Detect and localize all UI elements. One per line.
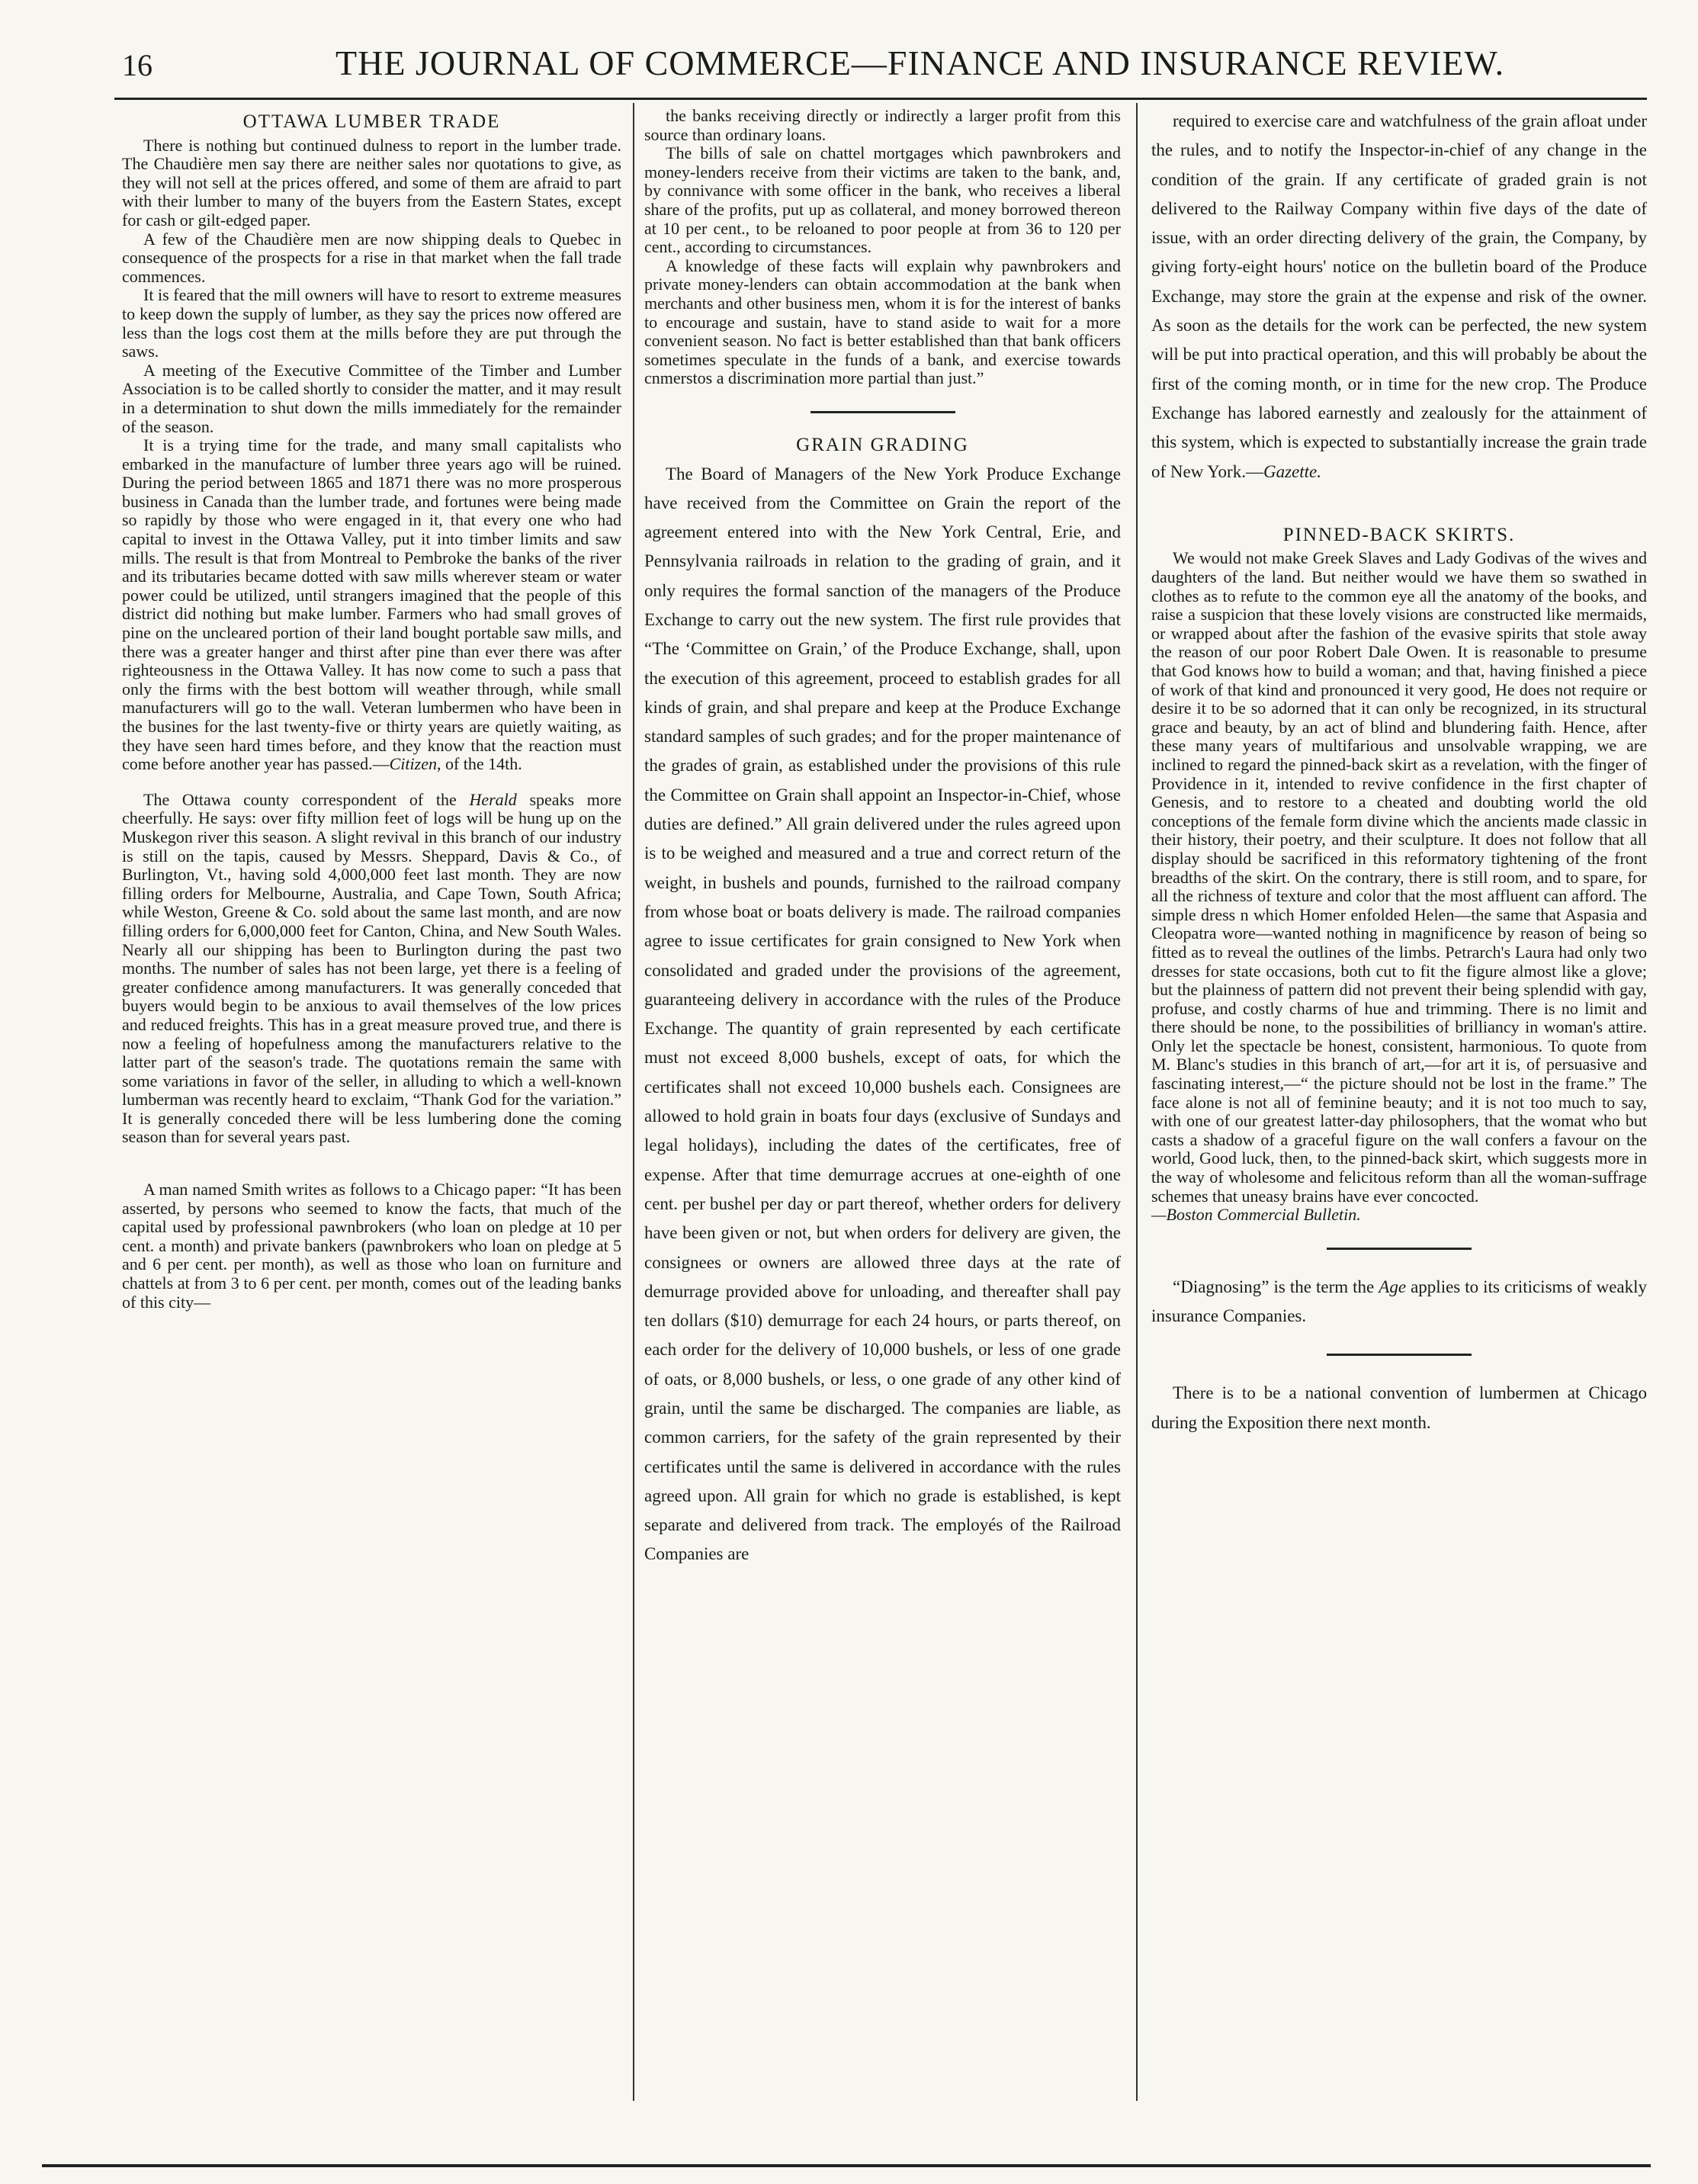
article-heading-ottawa-lumber: OTTAWA LUMBER TRADE: [242, 111, 501, 132]
paragraph: There is to be a national convention of lumbermen at Chicago during the Exposition there next month.: [1151, 1383, 1647, 1432]
paragraph: [122, 791, 621, 1147]
paragraph-text: required to exercise care and watchfulness of the grain afloat under the rules, and to notify the Inspector-in-chief of any change in the condition of the grain. If any certificate of graded grain is not delivered to the Railway Company within five days of the date of issue, with an order directing delivery of the grain, the Company, by giving forty-eight hours' notice on the bulletin board of the Produce Exchange, may store the grain at the expense and risk of the owner. As soon as the details for the work can be perfected, the new system will be put into practical operation, and this will probably be about the first of the coming month, or in time for the new crop. The Produce Exchange has labored earnestly and zealously for the attainment of this system, which is expected to substantially increase the grain trade of New York.—: [1151, 111, 1647, 481]
article-heading-pinned-back-skirts: PINNED-BACK SKIRTS.: [1282, 524, 1516, 545]
section-rule: [1327, 1248, 1472, 1250]
paragraph: A few of the Chaudière men are now shipping deals to Quebec in consequence of the prospects for a rise in that market when the fall trade commences.: [122, 229, 621, 286]
page-number: 16: [122, 48, 152, 82]
source-citation: Gazette.: [1263, 461, 1321, 481]
publication-name: Age: [1379, 1277, 1407, 1296]
paragraph-text: applies to its criticisms of weakly insurance Companies.: [1151, 1277, 1647, 1326]
paragraph: It is feared that the mill owners will have to resort to extreme measures to keep down the supply of lumber, as they say the prices now offered are less than the logs cost them at the mills before they are put through the saws.: [122, 285, 621, 361]
column-divider: [633, 103, 634, 2101]
paragraph: The Board of Managers of the New York Produce Exchange have received from the Committee on Grain the report of the agreement entered into with the New York Central, Erie, and Pennsylvania railroads in relation to the grading of grain, and it only requires the formal sanction of the managers of the Produce Exchange to carry out the new system. The first rule provides that “The ‘Committee on Grain,’ of the Produce Exchange, shall, upon the execution of this agreement, proceed to establish grades for all kinds of grain, and shal prepare and keep at the Produce Exchange standard samples of such grades; and for the proper maintenance of the grades of grain, as established under the provisions of this rule the Committee on Grain shall appoint an Inspector-in-Chief, whose duties are defined.” All grain delivered under the rules agreed upon is to be weighed and measured and a true and correct return of the weight, in bushels and pounds, furnished to the railroad company from whose boat or boats delivery is made. The railroad companies agree to issue certificates for grain consigned to New York when consolidated and graded under the provisions of the agreement, guaranteeing delivery in accordance with the rules of the Produce Exchange. The quantity of grain represented by each certificate must not exceed 8,000 bushels, except of oats, for which the certificates shall not exceed 10,000 bushels each. Consignees are allowed to hold grain in boats four days (exclusive of Sundays and legal holidays), including the dates of the certificates, free of expense. After that time demurrage accrues at one-eighth of one cent. per bushel per day or part thereof, whether orders for delivery have been given or not, but when orders for delivery are given, the consignees or owners are allowed three days at the rate of demurrage provided above for unloading, and thereafter shall pay ten dollars ($10) demurrage for each 24 hours, or parts thereof, on each order for the delivery of 10,000 bushels, or less of one grade of oats, or 8,000 bushels, or less, o one grade of any other kind of grain, until the same be discharged. The companies are liable, as common carriers, for the safety of the grain represented by their certificates until the same is delivered in accordance with the rules agreed upon. All grain for which no grade is established, is kept separate and delivered from track. The employés of the Railroad Companies are: [644, 464, 1121, 1564]
paragraph: [1151, 549, 1647, 1224]
column-2: [644, 107, 1121, 2059]
paragraph-text: We would not make Greek Slaves and Lady Godivas of the wives and daughters of the land. But neither would we have them so swathed in clothes as to refute to the common eye all the anatomy of the books, and raise a suspicion that these lovely visions are constructed like mermaids, or wrapped about after the fashion of the evasive spirits that stole away the reason of our poor Robert Dale Owen. It is reasonable to presume that God knows how to build a woman; and that, having finished a piece of work of that kind and pronounced it very good, He does not require or desire it to be so adorned that it can only be recognized, in its structural grace and beauty, by an act of blind and blundering faith. Hence, after these many years of multifarious and unsolvable wrapping, we are inclined to regard the pinned-back skirt as a revelation, with the finger of Providence in it, intended to revive confidence in the first chapter of Genesis, and to restore to a cheated and doubting world the old conceptions of the female form divine which the ancients made classic in their history, their poetry, and their sculpture. It does not follow that all display should be sacrificed in this reformatory tightening of the front breadths of the skirt. On the contrary, there is still room, and to spare, for all the richness of texture and color that the most affluent can afford. The simple dress n which Homer enfolded Helen—the same that Aspasia and Cleopatra wore—wanted nothing in magnificence by reason of being so fitted as to reveal the outlines of the limbs. Petrarch's Laura had only two dresses for state occasions, both cut to fit the figure almost like a glove; but the plainness of pattern did not prevent their being splendid with gay, profuse, and costly charms of hue and trimming. There is no limit and there should be none, to the possibilities of brilliancy in woman's attire. Only let the spectacle be honest, consistent, harmonious. To quote from M. Blanc's studies in this branch of art,—for art it is, of persuasive and fascinating interest,—“ the picture should not be lost in the frame.” The face alone is not all of feminine beauty; and it is not too much to say, with one of our greatest latter-day philosophers, that the womat who but casts a shadow of a graceful figure on the wall confers a favour on the world, Good luck, then, to the pinned-back skirt, which suggests more in the way of wholesome and felicitous reform than all the woman-suffrage schemes that uneasy brains have ever concocted.: [1151, 548, 1647, 1206]
paragraph: The bills of sale on chattel mortgages which pawnbrokers and money-lenders receive from their victims are taken to the bank, and, by connivance with some officer in the bank, who receives a liberal share of the profits, put up as collateral, and money borrowed thereon at 10 per cent., to be reloaned to poor people at from 36 to 120 per cent., according to circumstances.: [644, 143, 1121, 257]
paragraph: A man named Smith writes as follows to a Chicago paper: “It has been asserted, by persons who seemed to know the facts, that much of the capital used by professional pawnbrokers (who loan on pledge at 10 per cent. a month) and private bankers (pawnbrokers who loan on pledge at 5 and 6 per cent. per month), as well as those who loan on furniture and chattels at from 3 to 6 per cent. per month, comes out of the leading banks of this city—: [122, 1180, 621, 1312]
article-heading-grain-grading: GRAIN GRADING: [796, 434, 969, 455]
paragraph: A meeting of the Executive Committee of the Timber and Lumber Association is to be called shortly to consider the matter, and it may result in a determination to shut down the mills immediately for the remainder of the season.: [122, 360, 621, 436]
source-citation: Herald: [469, 789, 517, 809]
paragraph: [122, 436, 621, 774]
masthead: THE JOURNAL OF COMMERCE—FINANCE AND INSURANCE REVIEW.: [335, 43, 1505, 82]
paragraph: [1151, 1273, 1647, 1331]
header-rule: [114, 98, 1647, 100]
paragraph: the banks receiving directly or indirectly a larger profit from this source than ordinary loans.: [644, 107, 1121, 144]
paragraph: [1151, 107, 1647, 487]
paragraph: There is nothing but continued dulness to report in the lumber trade. The Chaudière men say there are neither sales nor quotations to give, as they will not sell at the prices offered, and some of them are afraid to part with their lumber to many of the buyers from the Eastern States, except for cash or gilt-edged paper.: [122, 135, 621, 230]
column-3: [1151, 107, 1647, 2059]
paragraph-text: , of the 14th.: [436, 754, 522, 774]
paragraph-text: “Diagnosing” is the term the: [1173, 1277, 1379, 1296]
column-1: [122, 107, 621, 2089]
source-citation: —Boston Commercial Bulletin.: [1151, 1205, 1361, 1225]
footer-rule: [42, 2164, 1651, 2167]
paragraph-text: The Ottawa county correspondent of the: [143, 789, 470, 809]
source-citation: Citizen: [389, 754, 437, 774]
paragraph-text: It is a trying time for the trade, and many small capitalists who embarked in the manufacture of lumber three years ago will be ruined. During the period between 1865 and 1871 there was no more prosperous business in Canada than the lumber trade, and fortunes were being made so rapidly by those who were engaged in it, that every one who had capital to invest in the Ottawa Valley, put it into timber limits and saw mills. The result is that from Montreal to Pembroke the banks of the river and its tributaries became dotted with saw mills wherever steam or water power could be utilized, until strangers imagined that the people of this district did nothing but make lumber. Farmers who had small groves of pine on the uncleared portion of their land bought portable saw mills, and there was a greater hanger and thirst after pine than ever there was after righteousness in the Ottawa Valley. It has now come to such a pass that only the firms with the best bottom will weather through, while small manufacturers will go to the wall. Veteran lumbermen who have been in the busines for the last twenty-five or thirty years are quietly waiting, as they have seen hard times before, and they know that the reaction must come before another year has passed.—: [122, 435, 621, 774]
section-rule: [810, 411, 955, 413]
section-rule: [1327, 1354, 1472, 1356]
paragraph-text: speaks more cheerfully. He says: over fifty million feet of logs will be hung up on the Muskegon river this season. A slight revival in this branch of our industry is still on the tapis, caused by Messrs. Sheppard, Davis & Co., of Burlington, Vt., having sold 4,000,000 feet last month. They are now filling orders for Melbourne, Australia, and Cape Town, South Africa; while Weston, Greene & Co. sold about the same last month, and are now filling orders for 6,000,000 feet for Canton, China, and New South Wales. Nearly all our shipping has been to Burlington during the past two months. The number of sales has not been large, yet there is a feeling of greater confidence among manufacturers. It was generally conceded that buyers would begin to be anxious to avail themselves of the low prices and reduced freights. This has in a great measure proved true, and there is now a feeling of hopefulness among the manufacturers relative to the latter part of the season's trade. The quotations remain the same with some variations in favor of the seller, in alluding to which a well-known lumberman was recently heard to exclaim, “Thank God for the variation.” It is generally conceded there will be less lumbering done the coming season than for several years past.: [122, 789, 621, 1147]
column-divider: [1136, 103, 1138, 2101]
paragraph: A knowledge of these facts will explain why pawnbrokers and private money-lenders can obtain accommodation at the bank when merchants and other business men, whom it is for the interest of banks to encourage and sustain, have to stand aside to wait for a more convenient season. No fact is better established than that bank officers sometimes speculate in the funds of a bank, and exercise towards cnmerstos a discrimination more partial than just.”: [644, 255, 1121, 388]
